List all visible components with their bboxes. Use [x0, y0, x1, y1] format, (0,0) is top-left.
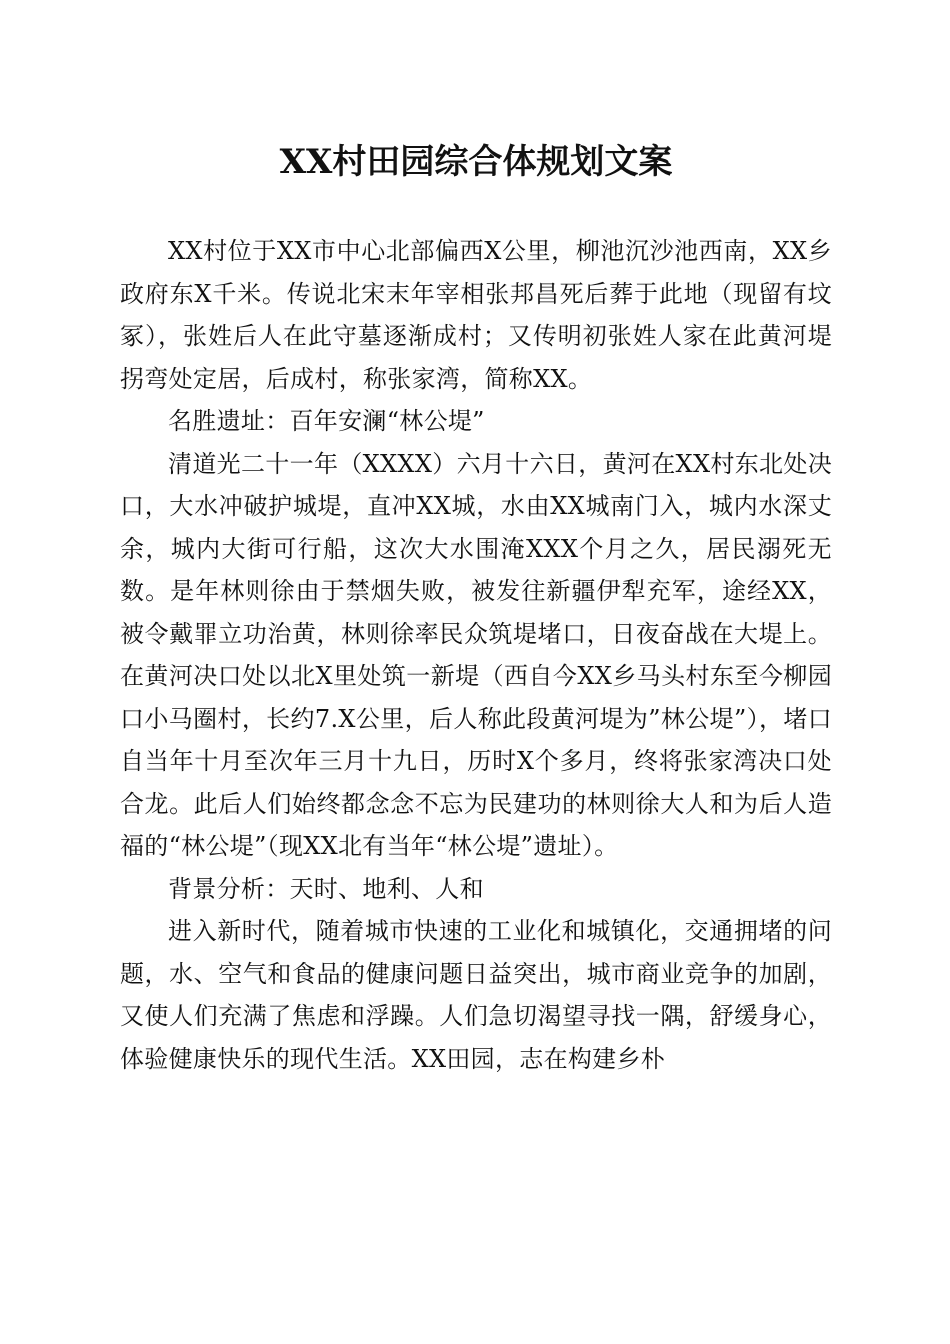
- document-title: XX村田园综合体规划文案: [279, 142, 673, 182]
- heading-background-analysis: 背景分析：天时、地利、人和: [168, 874, 484, 903]
- paragraph-history: 清道光二十一年（XXXX）六月十六日，黄河在XX村东北处决口，大水冲破护城堤，直冲XX城，水由XX城南门入，城内水深丈余，城内大街可行船，这次大水围淹XXX个月之久，居民溺死无数。是年林则徐由于禁烟失败，被发往新疆伊犁充军，途经XX，被令戴罪立功治黄，林则徐率民众筑堤堵口，日夜奋战在大堤上。在黄河决口处以北X里处筑一新堤（西自今XX乡马头村东至今柳园口小马圈村，长约7.X公里，后人称此段黄河堤为”林公堤”），堵口自当年十月至次年三月十九日，历时X个多月，终将张家湾决口处合龙。此后人们始终都念念不忘为民建功的林则徐大人和为后人造福的“林公堤”（现XX北有当年“林公堤”遗址）。: [120, 449, 832, 860]
- paragraph-background: 进入新时代，随着城市快速的工业化和城镇化，交通拥堵的问题，水、空气和食品的健康问题日益突出，城市商业竞争的加剧，又使人们充满了焦虑和浮躁。人们急切渴望寻找一隅，舒缓身心，体验健康快乐的现代生活。XX田园，志在构建乡朴: [120, 917, 832, 1073]
- heading-scenic-site: 名胜遗址：百年安澜“林公堤”: [168, 407, 485, 435]
- paragraph-location: XX村位于XX市中心北部偏西X公里，柳池沉沙池西南，XX乡政府东X千米。传说北宋末年宰相张邦昌死后葬于此地（现留有坟冢），张姓后人在此守墓逐渐成村；又传明初张姓人家在此黄河堤拐弯处定居，后成村，称张家湾，简称XX。: [120, 237, 832, 393]
- document-body: [120, 230, 832, 1080]
